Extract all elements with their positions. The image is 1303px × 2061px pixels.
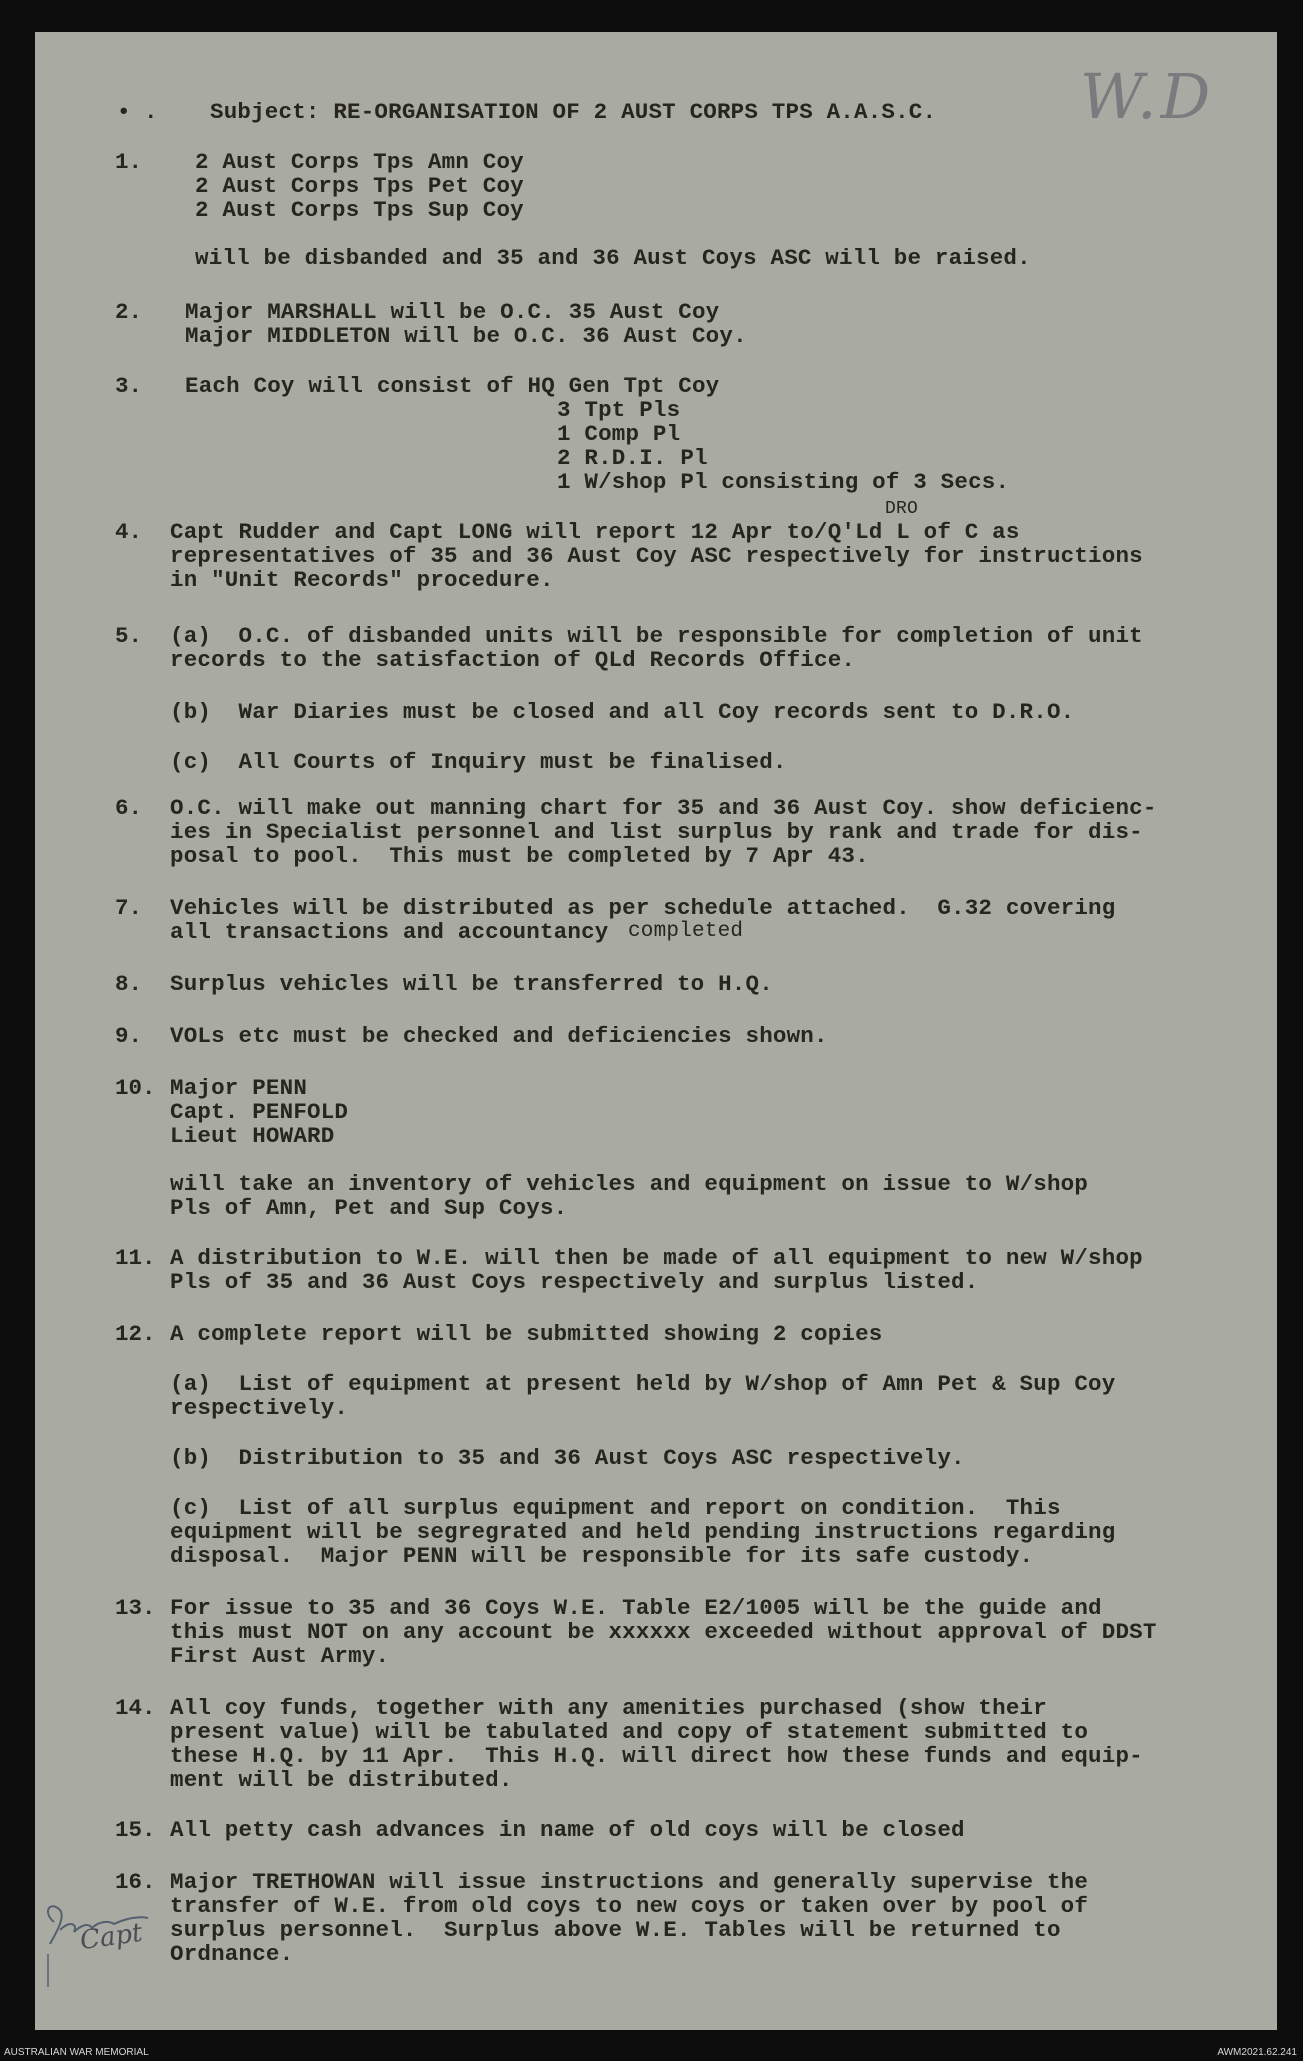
item-line: (b) War Diaries must be closed and all Coy records sent to D.R.O. <box>170 699 1075 725</box>
item-line: these H.Q. by 11 Apr. This H.Q. will direct how these funds and equip- <box>170 1743 1143 1769</box>
item-line: Lieut HOWARD <box>170 1123 335 1149</box>
item-number: 12. <box>115 1321 156 1347</box>
item-line: ment will be distributed. <box>170 1767 513 1793</box>
item-line: 3 Tpt Pls <box>557 397 681 423</box>
item-line: Major PENN <box>170 1075 308 1101</box>
item-number: 5. <box>115 623 143 649</box>
item-line: in "Unit Records" procedure. <box>170 567 554 593</box>
item-line: Ordnance. <box>170 1941 294 1967</box>
item-line: posal to pool. This must be completed by 7 Apr 43. <box>170 843 869 869</box>
item-line: surplus personnel. Surplus above W.E. Tables will be returned to <box>170 1917 1061 1943</box>
item-line: all transactions and accountancy <box>170 919 609 945</box>
item-line: representatives of 35 and 36 Aust Coy ASC respectively for instructions <box>170 543 1143 569</box>
item-line: Capt Rudder and Capt LONG will report 12 Apr to/Q'Ld L of C as <box>170 519 1020 545</box>
item-number: 15. <box>115 1817 156 1843</box>
item-number: 16. <box>115 1869 156 1895</box>
item-number: 10. <box>115 1075 156 1101</box>
item-line: will take an inventory of vehicles and equipment on issue to W/shop <box>170 1171 1089 1197</box>
item-line: First Aust Army. <box>170 1643 390 1669</box>
subject-line: Subject: RE-ORGANISATION OF 2 AUST CORPS TPS A.A.S.C. <box>210 99 937 125</box>
item-line: 2 Aust Corps Tps Amn Coy <box>195 149 524 175</box>
item-number: 4. <box>115 519 143 545</box>
item-line: records to the satisfaction of QLd Records Office. <box>170 647 856 673</box>
item-number: 11. <box>115 1245 156 1271</box>
footer-right: AWM2021.62.241 <box>1217 2047 1297 2058</box>
item-line: A complete report will be submitted showing 2 copies <box>170 1321 883 1347</box>
item-line: All petty cash advances in name of old coys will be closed <box>170 1817 965 1843</box>
item-line: O.C. will make out manning chart for 35 and 36 Aust Coy. show deficienc- <box>170 795 1157 821</box>
corner-mark: • . <box>117 99 158 125</box>
item-line: will be disbanded and 35 and 36 Aust Coys ASC will be raised. <box>195 245 1031 271</box>
item-line: A distribution to W.E. will then be made of all equipment to new W/shop <box>170 1245 1143 1271</box>
item-number: 8. <box>115 971 143 997</box>
item-line: 2 R.D.I. Pl <box>557 445 708 471</box>
footer-left: AUSTRALIAN WAR MEMORIAL <box>4 2047 149 2058</box>
item-line: Pls of Amn, Pet and Sup Coys. <box>170 1195 568 1221</box>
item-line: this must NOT on any account be xxxxxx exceeded without approval of DDST <box>170 1619 1157 1645</box>
item-line: Major MIDDLETON will be O.C. 36 Aust Coy. <box>185 323 747 349</box>
inserted-note: DRO <box>885 499 919 519</box>
item-number: 1. <box>115 149 143 175</box>
item-line: (c) List of all surplus equipment and report on condition. This <box>170 1495 1061 1521</box>
handwritten-wd-mark: W.D <box>1080 60 1215 133</box>
item-addendum: completed <box>628 920 744 943</box>
item-line: 2 Aust Corps Tps Pet Coy <box>195 173 524 199</box>
item-line: 1 Comp Pl <box>557 421 681 447</box>
item-line: ies in Specialist personnel and list surplus by rank and trade for dis- <box>170 819 1143 845</box>
item-line: respectively. <box>170 1395 349 1421</box>
item-number: 14. <box>115 1695 156 1721</box>
item-line: Capt. PENFOLD <box>170 1099 349 1125</box>
item-line: Pls of 35 and 36 Aust Coys respectively and surplus listed. <box>170 1269 979 1295</box>
item-line: present value) will be tabulated and copy of statement submitted to <box>170 1719 1089 1745</box>
item-line: (b) Distribution to 35 and 36 Aust Coys ASC respectively. <box>170 1445 965 1471</box>
item-line: equipment will be segregrated and held pending instructions regarding <box>170 1519 1116 1545</box>
signature-title: Capt <box>78 1917 145 1957</box>
item-number: 9. <box>115 1023 143 1049</box>
item-line: Major TRETHOWAN will issue instructions and generally supervise the <box>170 1869 1089 1895</box>
item-line: 1 W/shop Pl consisting of 3 Secs. <box>557 469 1010 495</box>
item-line: (a) List of equipment at present held by W/shop of Amn Pet & Sup Coy <box>170 1371 1116 1397</box>
item-line: Each Coy will consist of HQ Gen Tpt Coy <box>185 373 720 399</box>
item-number: 13. <box>115 1595 156 1621</box>
item-line: All coy funds, together with any amenities purchased (show their <box>170 1695 1047 1721</box>
item-line: Vehicles will be distributed as per schedule attached. G.32 covering <box>170 895 1116 921</box>
document-page <box>35 32 1277 2030</box>
item-line: 2 Aust Corps Tps Sup Coy <box>195 197 524 223</box>
item-line: VOLs etc must be checked and deficiencies shown. <box>170 1023 828 1049</box>
item-line: (a) O.C. of disbanded units will be responsible for completion of unit <box>170 623 1143 649</box>
item-line: Major MARSHALL will be O.C. 35 Aust Coy <box>185 299 720 325</box>
item-line: transfer of W.E. from old coys to new coys or taken over by pool of <box>170 1893 1089 1919</box>
item-line: disposal. Major PENN will be responsible for its safe custody. <box>170 1543 1034 1569</box>
item-number: 7. <box>115 895 143 921</box>
item-number: 6. <box>115 795 143 821</box>
item-line: (c) All Courts of Inquiry must be finalised. <box>170 749 787 775</box>
item-number: 3. <box>115 373 143 399</box>
item-number: 2. <box>115 299 143 325</box>
item-line: Surplus vehicles will be transferred to H.Q. <box>170 971 773 997</box>
item-line: For issue to 35 and 36 Coys W.E. Table E2/1005 will be the guide and <box>170 1595 1102 1621</box>
